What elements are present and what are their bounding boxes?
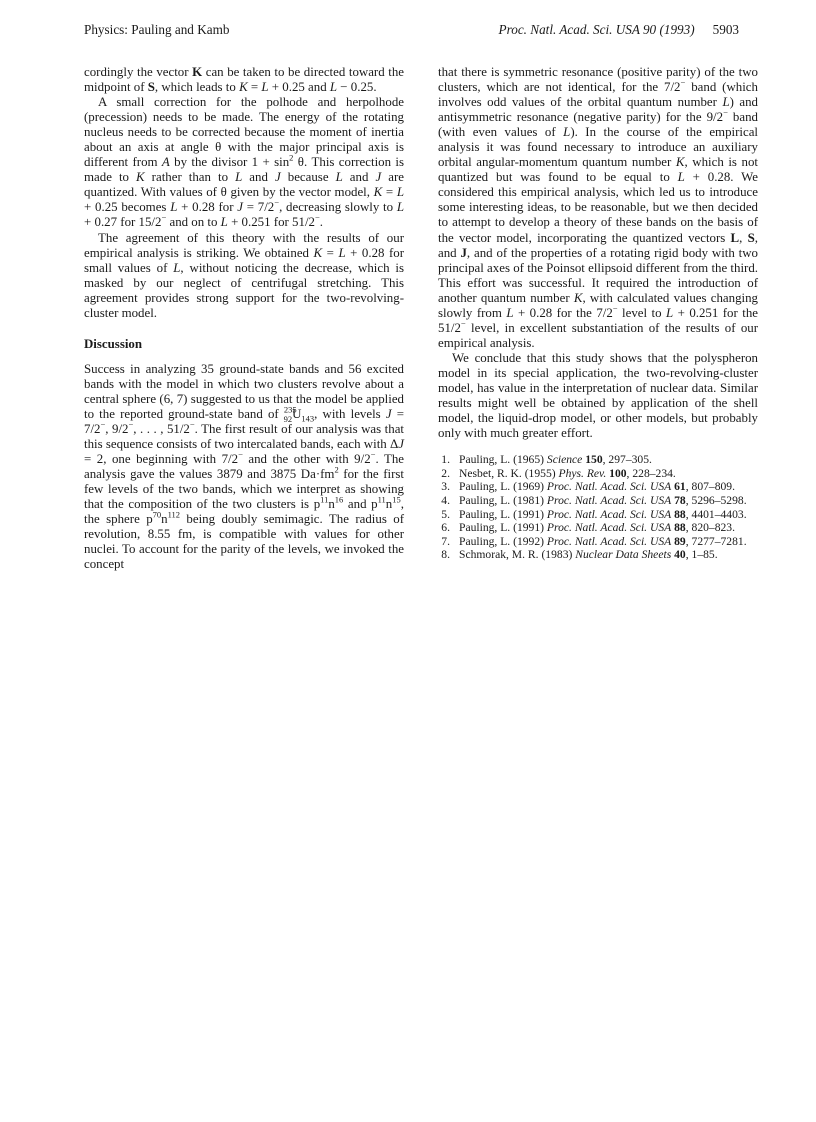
reference-item: 6. Pauling, L. (1991) Proc. Natl. Acad. Sci. USA 88, 820–823.: [441, 521, 735, 535]
left-column: [84, 65, 404, 573]
reference-list: [438, 453, 758, 562]
paragraph-5: that there is symmetric resonance (positive parity) of the two clusters, which are not identical, for the 7/2− band (which involves odd values of the orbital quantum number L) and antisymmetric resonance (negative parity) for the 9/2− band (with even values of L). In the course of the empirical analysis it was found necessary to introduce an auxiliary orbital angular-momentum quantum number K, which is not quantized but was found to be equal to L + 0.28. We considered this empirical analysis, which led us to introduce some interesting ideas, to be reasonable, but we then decided to attempt to develop a theory of these bands on the basis of the vector model, incorporating the quantized vectors L, S, and J, and of the properties of a rotating rigid body with two principal axes of the Poinsot ellipsoid different from the third. This effort was successful. It required the introduction of another quantum number K, with calculated values changing slowly from L + 0.28 for the 7/2− level to L + 0.251 for the 51/2− level, in excellent substantiation of the results of our empirical analysis.: [438, 65, 759, 350]
reference-item: 7. Pauling, L. (1992) Proc. Natl. Acad. Sci. USA 89, 7277–7281.: [441, 534, 747, 548]
header-section-authors: Physics: Pauling and Kamb: [84, 22, 230, 37]
header-page-number: 5903: [712, 22, 739, 37]
reference-item: 2. Nesbet, R. K. (1955) Phys. Rev. 100, 228–234.: [441, 466, 676, 480]
header-journal: Proc. Natl. Acad. Sci. USA 90 (1993): [498, 22, 695, 37]
reference-item: 1. Pauling, L. (1965) Science 150, 297–305.: [441, 453, 652, 467]
right-column: [438, 65, 758, 562]
reference-item: 3. Pauling, L. (1969) Proc. Natl. Acad. Sci. USA 61, 807–809.: [441, 480, 735, 494]
header-journal-page: [499, 22, 739, 38]
reference-item: 4. Pauling, L. (1981) Proc. Natl. Acad. Sci. USA 78, 5296–5298.: [441, 493, 747, 507]
reference-item: 5. Pauling, L. (1991) Proc. Natl. Acad. Sci. USA 88, 4401–4403.: [441, 507, 747, 521]
paragraph-6: We conclude that this study shows that the polyspheron model in its special application, the two-revolving-cluster model, has value in the interpretation of nuclear data. Similar results might well be obtained by application of the shell model, the liquid-drop model, or other models, but probably only with much greater effort.: [438, 350, 758, 441]
reference-item: 8. Schmorak, M. R. (1983) Nuclear Data Sheets 40, 1–85.: [441, 548, 718, 562]
paragraph-4: Success in analyzing 35 ground-state bands and 56 excited bands with the model in which two clusters revolve about a central sphere (6, 7) suggested to us that the model be applied to the reported ground-state band of $^{235}_{92}U_{143}$, with levels J = 7/2−, 9/2−, . . . , 51/2−. The first result of our analysis was that this sequence consists of two intercalated bands, each with ΔJ = 2, one beginning with 7/2− and the other with 9/2−. The analysis gave the values 3879 and 3875 $Da\cdot fm^2$ for the first few levels of the two bands, which we interpret as showing that the composition of the two clusters is $p^{11}n^{16}$ and $p^{11}n^{15}$, the sphere $p^{70}n^{112}$ being doubly semimagic. The radius of revolution, 8.55 fm, is compatible with values for other nuclei. To account for the parity of the levels, we invoked the concept: [84, 361, 404, 572]
running-header: [84, 22, 739, 42]
section-heading-discussion: Discussion: [84, 336, 143, 351]
paragraph-2: A small correction for the polhode and herpolhode (precession) needs to be made. The energy of the rotating nucleus needs to be corrected because the moment of inertia about an axis at angle θ with the major principal axis is different from A by the divisor $1 + \sin^2 \theta$. This correction is made to K rather than to L and J because L and J are quantized. With values of θ given by the vector model, K = L + 0.25 becomes L + 0.28 for J = 7/2−, decreasing slowly to L + 0.27 for 15/2− and on to L + 0.251 for 51/2−.: [84, 95, 404, 230]
paragraph-1: cordingly the vector K can be taken to be directed toward the midpoint of S, which leads to K = L + 0.25 and L − 0.25.: [84, 65, 405, 95]
paragraph-3: The agreement of this theory with the results of our empirical analysis is striking. We obtained K = L + 0.28 for small values of L, without noticing the decrease, which is masked by our neglect of centrifugal stretching. This agreement provides strong support for the two-revolving-cluster model.: [84, 230, 405, 320]
